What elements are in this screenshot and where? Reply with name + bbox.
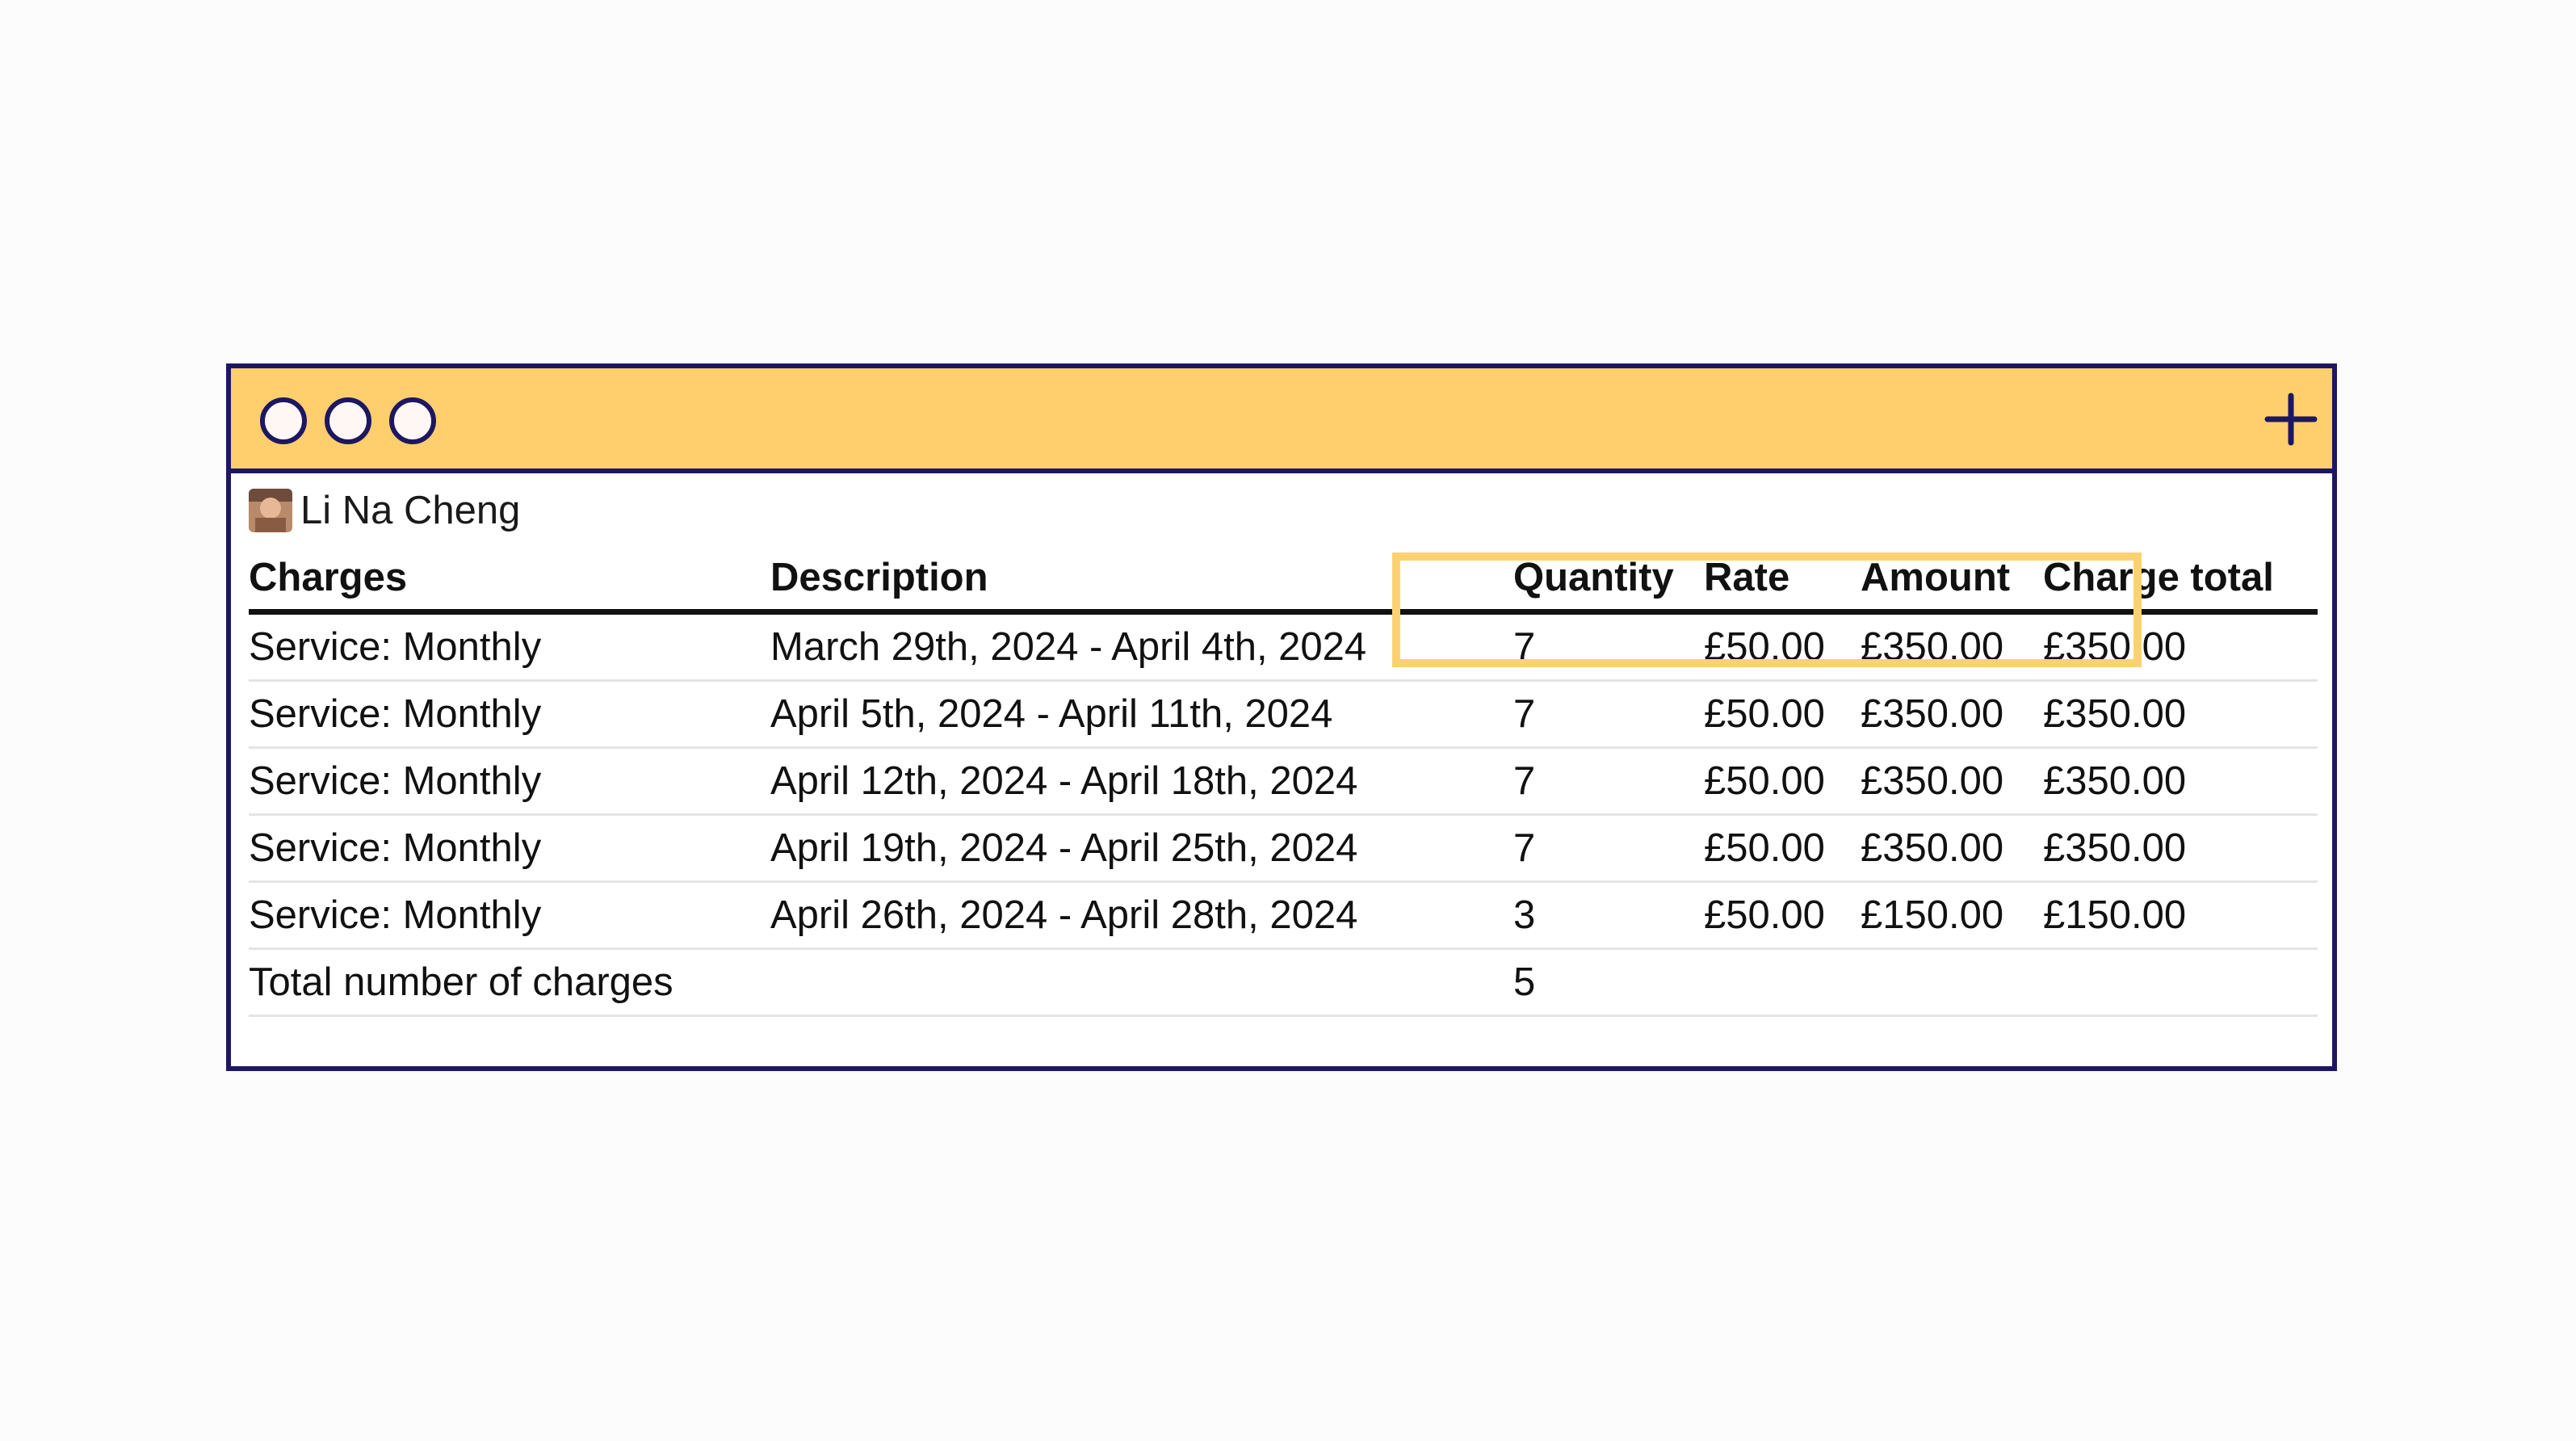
header-charges: Charges <box>249 546 770 612</box>
cell-rate: £50.00 <box>1704 681 1861 748</box>
cell-charge: Service: Monthly <box>249 882 770 949</box>
total-label: Total number of charges <box>249 949 1513 1016</box>
cell-charge: Service: Monthly <box>249 681 770 748</box>
header-charge-total: Charge total <box>2043 546 2318 612</box>
window-titlebar <box>231 368 2332 473</box>
cell-charge-total: £350.00 <box>2043 681 2318 748</box>
cell-rate: £50.00 <box>1704 882 1861 949</box>
cell-amount: £350.00 <box>1861 815 2043 882</box>
total-count: 5 <box>1513 949 1704 1016</box>
cell-charge: Service: Monthly <box>249 612 770 681</box>
cell-quantity: 7 <box>1513 815 1704 882</box>
window-control-dot[interactable] <box>389 397 436 444</box>
header-amount: Amount <box>1861 546 2043 612</box>
cell-rate: £50.00 <box>1704 612 1861 681</box>
cell-charge-total: £350.00 <box>2043 815 2318 882</box>
header-quantity: Quantity <box>1513 546 1704 612</box>
table-row <box>249 612 2318 681</box>
cell-charge: Service: Monthly <box>249 748 770 815</box>
window-control-dot[interactable] <box>325 397 371 444</box>
table-header-row <box>249 546 2318 612</box>
table-row <box>249 882 2318 949</box>
empty-cell <box>1704 949 1861 1016</box>
charges-table <box>249 546 2318 1017</box>
cell-description: April 12th, 2024 - April 18th, 2024 <box>770 748 1513 815</box>
plus-icon[interactable] <box>2263 391 2319 447</box>
cell-charge-total: £350.00 <box>2043 612 2318 681</box>
empty-cell <box>2043 949 2318 1016</box>
cell-quantity: 3 <box>1513 882 1704 949</box>
cell-charge-total: £150.00 <box>2043 882 2318 949</box>
table-row <box>249 815 2318 882</box>
cell-description: April 26th, 2024 - April 28th, 2024 <box>770 882 1513 949</box>
cell-quantity: 7 <box>1513 748 1704 815</box>
table-row <box>249 681 2318 748</box>
cell-rate: £50.00 <box>1704 815 1861 882</box>
cell-amount: £350.00 <box>1861 681 2043 748</box>
user-name: Li Na Cheng <box>300 489 521 532</box>
app-window <box>226 363 2337 1071</box>
cell-charge-total: £350.00 <box>2043 748 2318 815</box>
cell-description: March 29th, 2024 - April 4th, 2024 <box>770 612 1513 681</box>
cell-amount: £350.00 <box>1861 748 2043 815</box>
user-chip <box>249 486 520 535</box>
avatar-icon <box>249 489 292 532</box>
table-row <box>249 748 2318 815</box>
cell-description: April 19th, 2024 - April 25th, 2024 <box>770 815 1513 882</box>
cell-charge: Service: Monthly <box>249 815 770 882</box>
header-description: Description <box>770 546 1513 612</box>
header-rate: Rate <box>1704 546 1861 612</box>
cell-quantity: 7 <box>1513 612 1704 681</box>
cell-rate: £50.00 <box>1704 748 1861 815</box>
cell-amount: £350.00 <box>1861 612 2043 681</box>
cell-amount: £150.00 <box>1861 882 2043 949</box>
empty-cell <box>1861 949 2043 1016</box>
cell-description: April 5th, 2024 - April 11th, 2024 <box>770 681 1513 748</box>
window-control-dot[interactable] <box>260 397 307 444</box>
cell-quantity: 7 <box>1513 681 1704 748</box>
total-row <box>249 949 2318 1016</box>
